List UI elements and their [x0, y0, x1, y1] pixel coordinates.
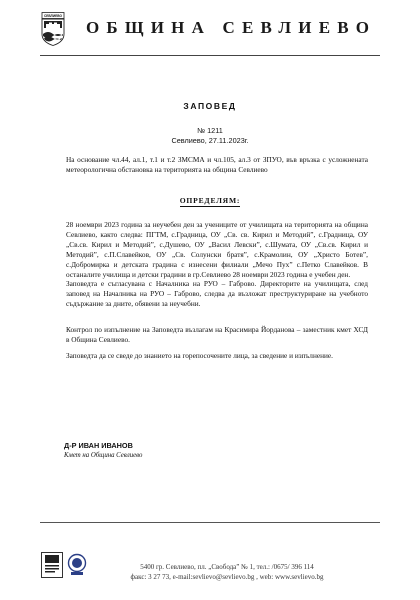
footer-contacts: факс: 3 27 73, e-mail:sevlievo@sevlievo.bg , web: www.sevlievo.bg — [130, 573, 324, 581]
municipality-name: ОБЩИНА СЕВЛИЕВО — [86, 18, 377, 37]
document-title: ЗАПОВЕД — [183, 101, 237, 111]
header-divider — [40, 55, 380, 56]
footer-divider — [40, 522, 380, 523]
footer-address: 5400 гр. Севлиево, пл. „Свобода” № 1, тел.: /0675/ 396 114 — [140, 563, 314, 571]
signatory-role: Кмет на Община Севлиево — [64, 452, 143, 459]
order-paragraph-2: Заповедта е съгласувана с Началника на РУО – Габрово. Директорите на училищата, след заповед на Началника на РУО – Габрово, следва да възложат преструктуриране на учебното съдържание за дните, обявени за неучебни. — [66, 279, 368, 308]
order-paragraph-4: Заповедта да се сведе до знанието на горепосочените лица, за сведение и изпълнение. — [66, 351, 333, 360]
document-place-date: Севлиево, 27.11.2023г. — [171, 136, 249, 145]
crest-caption: СЕВЛИЕВО — [43, 14, 63, 18]
legal-basis-paragraph: На основание чл.44, ал.1, т.1 и т.2 ЗМСМА и чл.105, ал.3 от ЗПУО, във връзка с усложнената метеорологична обстановка на територията на община Севлиево — [66, 155, 368, 174]
order-paragraph-1: 28 ноември 2023 година за неучебен ден за учениците от училищата на територията на община Севлиево, както следва: ПГТМ, с.Градница, ОУ „Св. св. Кирил и Методий”, с.Градница, ОУ „Св.св. Кирил и Методий”, с.Душево, ОУ „Васил Левски”, с.Шумата, ОУ „Св.св. Кирил и Методий”, с.П.Славейков, ОУ „Св. Солунски братя”, с.Крамолин, ОУ „Христо Ботев”, с.Добромирка и детската градина с изнесени филиали „Мечо Пух” с.Петко Славейков. В останалите училища и детски градини в гр.Севлиево 28 ноември 2023 година е учебен ден. — [66, 220, 368, 279]
decide-heading — [0, 196, 420, 205]
sevlievo-crest-icon — [41, 12, 65, 46]
signatory-name: Д-Р ИВАН ИВАНОВ — [64, 441, 133, 450]
decide-heading-text: ОПРЕДЕЛЯМ: — [179, 196, 241, 205]
order-paragraph-3: Контрол по изпълнение на Заповедта възлагам на Красимира Йорданова – заместник кмет ХСД в Община Севлиево. — [66, 325, 368, 344]
document-number: № 1211 — [197, 126, 223, 135]
